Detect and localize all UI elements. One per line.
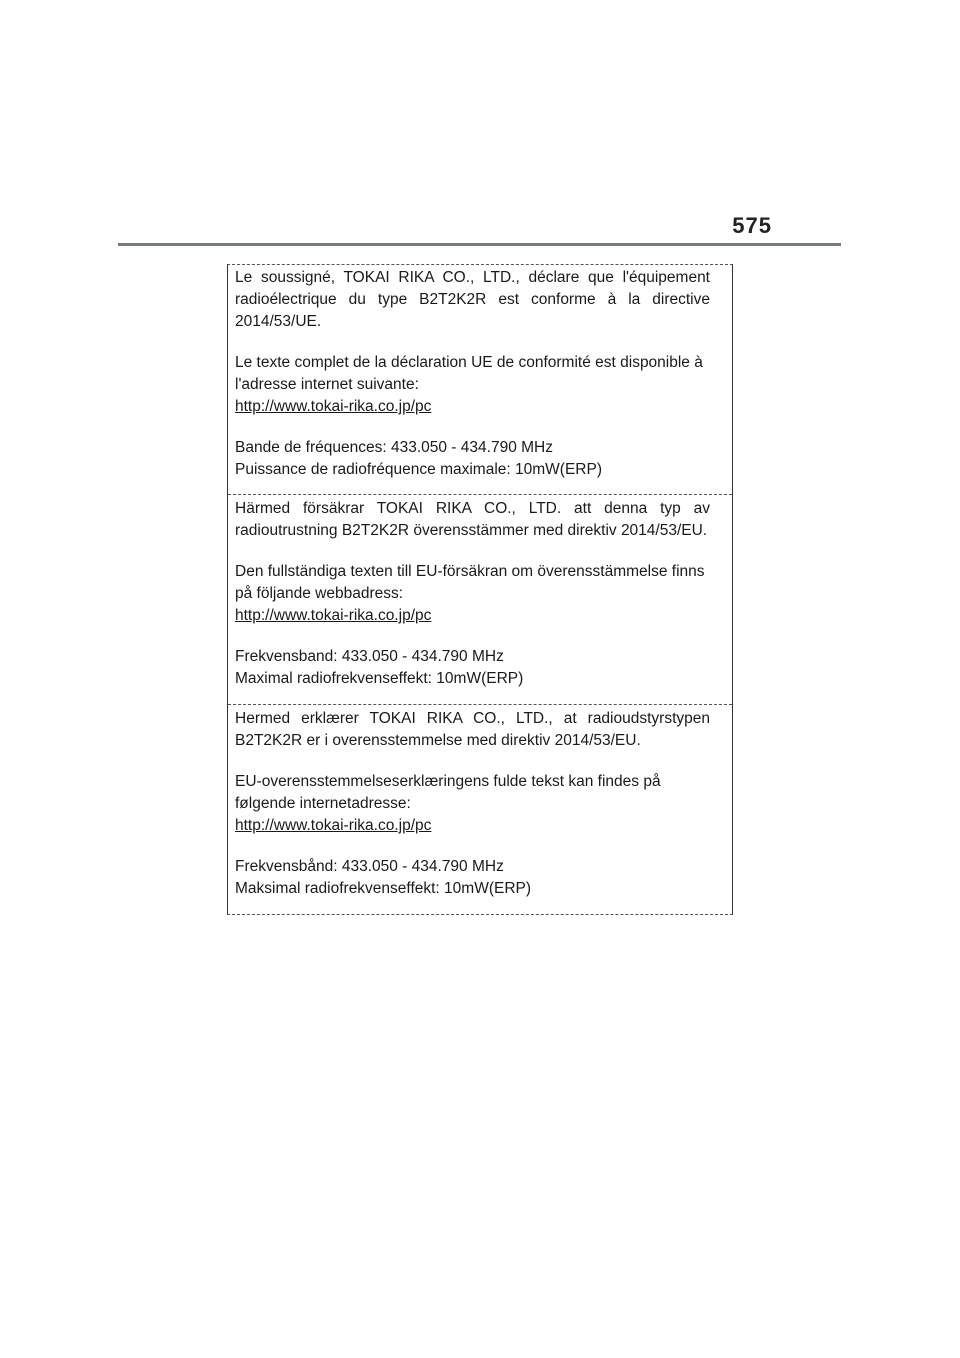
availability-text-line2: på följande webbadress: — [235, 585, 404, 602]
declaration-url-link[interactable]: http://www.tokai-rika.co.jp/pc — [235, 398, 432, 415]
frequency-band: Frekvensbånd: 433.050 - 434.790 MHz — [235, 858, 504, 875]
max-power: Puissance de radiofréquence maximale: 10mW(ERP) — [235, 461, 602, 478]
page-number: 575 — [732, 213, 772, 238]
header-rule — [118, 243, 841, 246]
section-divider — [228, 494, 732, 495]
frequency-band: Bande de fréquences: 433.050 - 434.790 MHz — [235, 439, 553, 456]
declaration-availability — [235, 561, 710, 627]
declaration-box — [227, 264, 733, 915]
section-divider — [228, 704, 732, 705]
declaration-section-french — [228, 267, 732, 500]
declaration-availability — [235, 352, 710, 418]
declaration-availability — [235, 771, 710, 837]
conformity-statement: Härmed försäkrar TOKAI RIKA CO., LTD. att denna typ av radioutrustning B2T2K2R överensstämmer med direktiv 2014/53/EU. — [235, 500, 710, 539]
radio-specs — [235, 646, 710, 690]
availability-text-line1: Den fullständiga texten till EU-försäkran om överensstämmelse finns — [235, 563, 705, 580]
radio-specs — [235, 437, 710, 481]
availability-text-line1: EU-overensstemmelseserklæringens fulde tekst kan findes på — [235, 773, 661, 790]
frequency-band: Frekvensband: 433.050 - 434.790 MHz — [235, 648, 504, 665]
conformity-statement: Hermed erklærer TOKAI RIKA CO., LTD., at radioudstyrstypen B2T2K2R er i overensstemmelse med direktiv 2014/53/EU. — [235, 710, 710, 749]
max-power: Maximal radiofrekvenseffekt: 10mW(ERP) — [235, 670, 524, 687]
declaration-url-link[interactable]: http://www.tokai-rika.co.jp/pc — [235, 817, 432, 834]
max-power: Maksimal radiofrekvenseffekt: 10mW(ERP) — [235, 880, 532, 897]
radio-specs — [235, 856, 710, 900]
declaration-url-link[interactable]: http://www.tokai-rika.co.jp/pc — [235, 607, 432, 624]
availability-text-line2: følgende internetadresse: — [235, 795, 411, 812]
declaration-section-swedish — [228, 498, 732, 709]
availability-text-line2: l'adresse internet suivante: — [235, 376, 419, 393]
declaration-section-danish — [228, 708, 732, 919]
conformity-statement: Le soussigné, TOKAI RIKA CO., LTD., déclare que l'équipement radioélectrique du type B2T2K2R est conforme à la directive 2014/53/UE. — [235, 269, 710, 330]
availability-text-line1: Le texte complet de la déclaration UE de conformité est disponible à — [235, 354, 703, 371]
